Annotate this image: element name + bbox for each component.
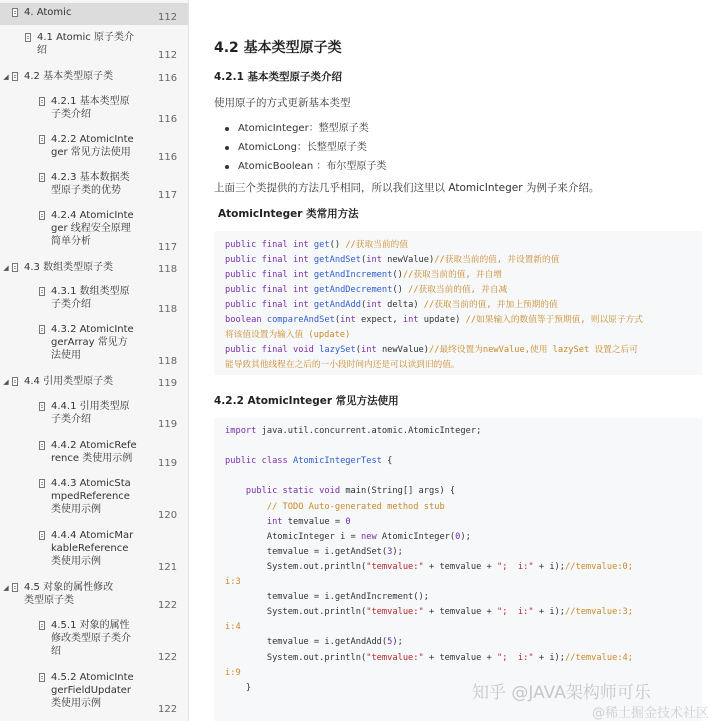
toc-page-number: 118 xyxy=(158,356,178,367)
toc-page-number: 117 xyxy=(158,242,178,253)
code-line: public final int get() //获取当前的值 xyxy=(225,240,408,250)
toc-page-number: 112 xyxy=(158,50,178,61)
toc-item[interactable] xyxy=(0,258,188,276)
expand-arrow-icon[interactable]: ◢ xyxy=(3,264,9,272)
bookmark-icon xyxy=(39,479,45,488)
code-line: } xyxy=(225,682,252,693)
zhihu-watermark: 知乎 @JAVA架构师可乐 xyxy=(472,683,651,703)
toc-item[interactable] xyxy=(0,3,188,25)
code-line: public class AtomicIntegerTest { xyxy=(225,456,393,467)
toc-label: 4.2.1 基本类型原 子类介绍 xyxy=(51,96,130,120)
toc-label: 4.4.3 AtomicSta mpedReference 类使用示例 xyxy=(51,478,131,515)
code-line: System.out.println("temvalue:" + temvalue + "; i:" + i);//temvalue:3; xyxy=(225,607,634,618)
toc-page-number: 117 xyxy=(158,190,178,201)
code-block-example xyxy=(214,418,702,721)
bookmark-icon xyxy=(39,97,45,106)
summary-paragraph: 上面三个类提供的方法几乎相同，所以我们这里以 AtomicInteger 为例子来介绍。 xyxy=(214,182,600,194)
bookmark-icon xyxy=(39,402,45,411)
bookmark-icon xyxy=(25,33,31,42)
code-line: temvalue = i.getAndSet(3); xyxy=(225,546,403,557)
toc-item[interactable] xyxy=(0,67,188,85)
code-line: i:4 xyxy=(225,622,241,633)
toc-item[interactable] xyxy=(0,526,188,576)
code-line: temvalue = i.getAndIncrement(); xyxy=(225,592,429,603)
code-line: AtomicInteger i = new AtomicInteger(0); xyxy=(225,531,471,542)
code-line: public final int getAndAdd(int delta) //获取当前的值, 并加上预期的值 xyxy=(225,300,558,310)
code-line: System.out.println("temvalue:" + temvalue + "; i:" + i);//temvalue:0; xyxy=(225,561,634,572)
list-item: AtomicBoolean ：布尔型原子类 xyxy=(222,157,386,176)
bookmark-icon xyxy=(39,173,45,182)
toc-label: 4.3.1 数组类型原 子类介绍 xyxy=(51,286,130,310)
toc-label: 4.4.4 AtomicMar kableReference 类使用示例 xyxy=(51,530,134,567)
toc-label: 4.5 对象的属性修改 类型原子类 xyxy=(24,582,114,606)
bookmark-icon xyxy=(39,135,45,144)
intro-text: 使用原子的方式更新基本类型 xyxy=(214,97,351,109)
toc-item[interactable] xyxy=(0,92,188,128)
toc-label: 4.3.2 AtomicInte gerArray 常见方 法使用 xyxy=(51,324,134,361)
bookmark-icon xyxy=(39,325,45,334)
expand-arrow-icon[interactable]: ◢ xyxy=(3,584,9,592)
section-title: 4.2 基本类型原子类 xyxy=(214,40,342,56)
code-line: public final int getAndSet(int newValue)//获取当前的值, 并设置新的值 xyxy=(225,255,560,265)
document-page xyxy=(188,0,720,721)
bookmark-icon xyxy=(12,377,18,386)
toc-item[interactable] xyxy=(0,168,188,204)
type-list xyxy=(222,119,386,176)
toc-page-number: 119 xyxy=(158,458,178,469)
toc-page-number: 112 xyxy=(158,12,178,23)
toc-page-number: 116 xyxy=(158,73,178,84)
toc-sidebar xyxy=(0,0,189,721)
toc-item[interactable] xyxy=(0,578,188,614)
toc-page-number: 119 xyxy=(158,419,178,430)
toc-label: 4.2.2 AtomicInte ger 常见方法使用 xyxy=(51,134,134,158)
bookmark-icon xyxy=(12,72,18,81)
code-line: i:9 xyxy=(225,667,241,678)
expand-arrow-icon[interactable]: ◢ xyxy=(3,378,9,386)
toc-label: 4.2.4 AtomicInte ger 线程安全原理 简单分析 xyxy=(51,210,134,247)
code-line: // TODO Auto-generated method stub xyxy=(266,501,445,512)
toc-item[interactable] xyxy=(0,474,188,524)
juejin-watermark: @稀土掘金技术社区 xyxy=(592,706,710,721)
toc-label: 4.2 基本类型原子类 xyxy=(24,71,114,82)
bookmark-icon xyxy=(12,583,18,592)
code-line: boolean compareAndSet(int expect, int update) //如果输入的数值等于预期值, 则以原子方式 xyxy=(225,315,643,325)
code-line: public final int getAndIncrement()//获取当前的值, 并自增 xyxy=(225,270,502,280)
code-line: i:3 xyxy=(225,577,241,587)
list-item: AtomicLong：长整型原子类 xyxy=(222,138,386,157)
code-line: import java.util.concurrent.atomic.AtomicInteger; xyxy=(225,426,482,436)
toc-label: 4.5.2 AtomicInte gerFieldUpdater 类使用示例 xyxy=(51,672,134,709)
toc-label: 4.2.3 基本数据类 型原子类的优势 xyxy=(51,172,130,196)
subsection-title-4-2-2: 4.2.2 AtomicInteger 常见方法使用 xyxy=(214,395,399,407)
code-line: public final int getAndDecrement() //获取当前的值, 并自减 xyxy=(225,285,508,295)
toc-item[interactable] xyxy=(0,616,188,666)
toc-page-number: 116 xyxy=(158,152,178,163)
bookmark-icon xyxy=(12,8,18,17)
toc-page-number: 120 xyxy=(158,510,178,521)
bookmark-icon xyxy=(39,673,45,682)
methods-heading: AtomicInteger 类常用方法 xyxy=(218,208,359,220)
toc-label: 4.3 数组类型原子类 xyxy=(24,262,114,273)
code-line: int temvalue = 0 xyxy=(266,516,351,527)
bookmark-icon xyxy=(39,621,45,630)
subsection-title-4-2-1: 4.2.1 基本类型原子类介绍 xyxy=(214,71,343,83)
toc-page-number: 122 xyxy=(158,600,178,611)
bookmark-icon xyxy=(39,531,45,540)
toc-page-number: 119 xyxy=(158,378,178,389)
code-line: public static void main(String[] args) { xyxy=(245,486,456,497)
toc-item[interactable] xyxy=(0,206,188,256)
toc-page-number: 118 xyxy=(158,264,178,275)
bookmark-icon xyxy=(39,441,45,450)
code-block-methods xyxy=(214,231,702,375)
list-item: AtomicInteger：整型原子类 xyxy=(222,119,386,138)
toc-label: 4.4 引用类型原子类 xyxy=(24,376,114,387)
toc-page-number: 122 xyxy=(158,652,178,663)
toc-label: 4.4.2 AtomicRefe rence 类使用示例 xyxy=(51,440,137,464)
code-line: temvalue = i.getAndAdd(5); xyxy=(225,637,403,648)
toc-item[interactable] xyxy=(0,28,188,64)
bookmark-icon xyxy=(39,287,45,296)
code-line: 能导致其他线程在之后的一小段时间内还是可以读到旧的值。 xyxy=(225,360,460,370)
code-line: System.out.println("temvalue:" + temvalue + "; i:" + i);//temvalue:4; xyxy=(225,652,634,663)
toc-label: 4.5.1 对象的属性 修改类型原子类介 绍 xyxy=(51,620,131,657)
toc-item[interactable] xyxy=(0,397,188,433)
code-line: public final void lazySet(int newValue)//最终设置为newValue,使用 lazySet 设置之后可 xyxy=(225,345,638,355)
toc-item[interactable] xyxy=(0,668,188,718)
toc-page-number: 122 xyxy=(158,704,178,715)
toc-label: 4. Atomic xyxy=(24,7,72,18)
toc-item[interactable] xyxy=(0,436,188,472)
toc-item[interactable] xyxy=(0,130,188,166)
expand-arrow-icon[interactable]: ◢ xyxy=(3,73,9,81)
toc-item[interactable] xyxy=(0,282,188,318)
toc-page-number: 121 xyxy=(158,562,178,573)
toc-label: 4.1 Atomic 原子类介 绍 xyxy=(37,32,134,56)
code-line: 将该值设置为输入值 (update) xyxy=(225,330,351,340)
bookmark-icon xyxy=(39,211,45,220)
toc-page-number: 116 xyxy=(158,114,178,125)
bookmark-icon xyxy=(12,263,18,272)
toc-item[interactable] xyxy=(0,320,188,370)
toc-label: 4.4.1 引用类型原 子类介绍 xyxy=(51,401,130,425)
toc-item[interactable] xyxy=(0,372,188,390)
toc-page-number: 118 xyxy=(158,304,178,315)
